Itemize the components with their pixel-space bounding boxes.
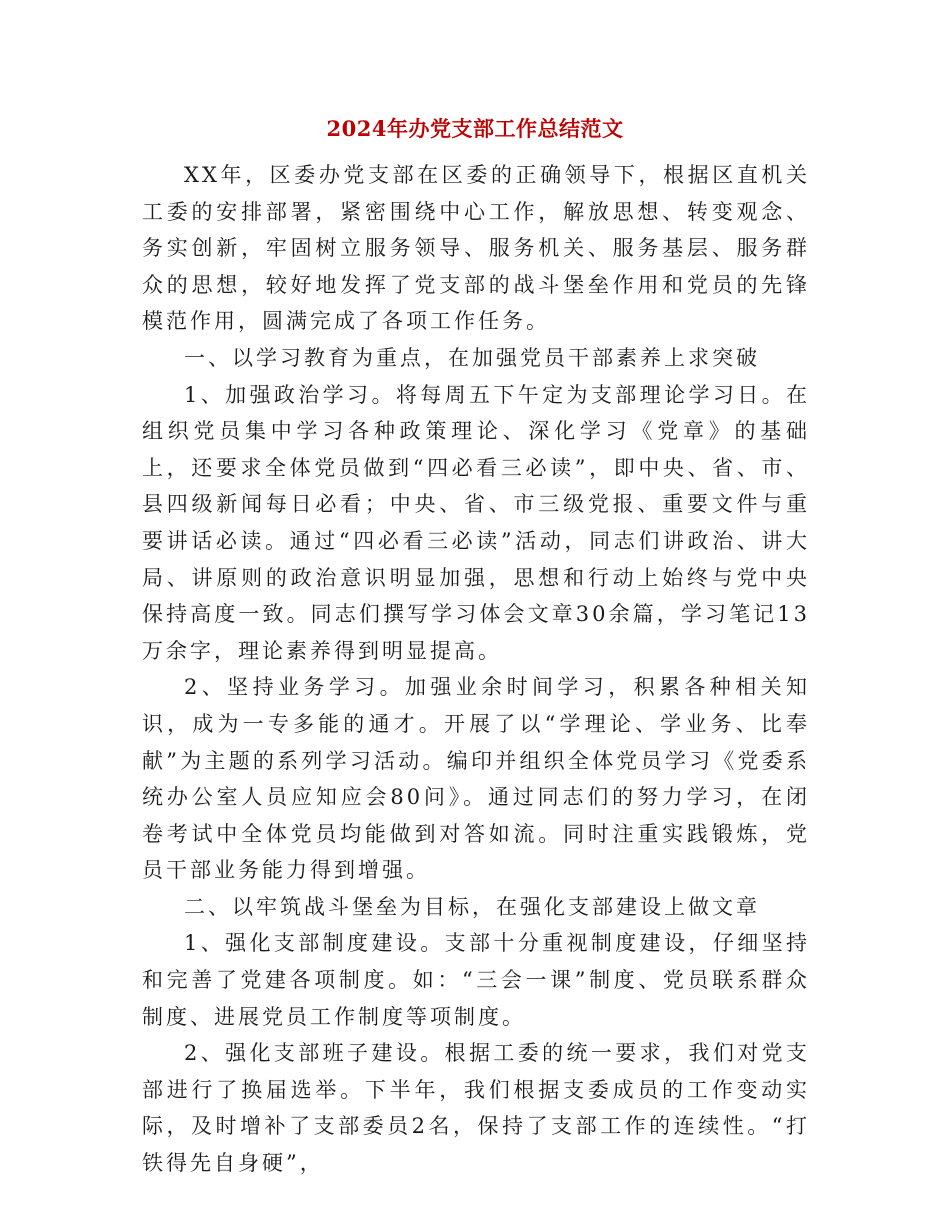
section-heading-2: 二、以牢筑战斗堡垒为目标，在强化支部建设上做文章 [184,894,760,919]
paragraph-2-1: 1、强化支部制度建设。支部十分重视制度建设，仔细坚持和完善了党建各项制度。如：“三会一课”制度、党员联系群众制度、进展党员工作制度等项制度。 [142,931,810,1029]
paragraph-2-2: 2、强化支部班子建设。根据工委的统一要求，我们对党支部进行了换届选举。下半年，我们根据支委成员的工作变动实际，及时增补了支部委员2名，保持了支部工作的连续性。“打铁得先自身硬”， [142,1041,810,1176]
document-body [142,157,810,1182]
paragraph-1-2: 2、坚持业务学习。加强业余时间学习，积累各种相关知识，成为一专多能的通才。开展了以“学理论、学业务、比奉献”为主题的系列学习活动。编印并组织全体党员学习《党委系统办公室人员应知应会80问》。通过同志们的努力学习，在闭卷考试中全体党员均能做到对答如流。同时注重实践锻炼，党员干部业务能力得到增强。 [142,675,810,883]
paragraph-intro: XX年，区委办党支部在区委的正确领导下，根据区直机关工委的安排部署，紧密围绕中心工作，解放思想、转变观念、务实创新，牢固树立服务领导、服务机关、服务基层、服务群众的思想，较好地发挥了党支部的战斗堡垒作用和党员的先锋模范作用，圆满完成了各项工作任务。 [142,163,810,334]
section-heading-1: 一、以学习教育为重点，在加强党员干部素养上求突破 [184,345,760,370]
paragraph-1-1: 1、加强政治学习。将每周五下午定为支部理论学习日。在组织党员集中学习各种政策理论、深化学习《党章》的基础上，还要求全体党员做到“四必看三必读”，即中央、省、市、县四级新闻每日必看；中央、省、市三级党报、重要文件与重要讲话必读。通过“四必看三必读”活动，同志们讲政治、讲大局、讲原则的政治意识明显加强，思想和行动上始终与党中央保持高度一致。同志们撰写学习体会文章30余篇，学习笔记13万余字，理论素养得到明显提高。 [142,382,810,663]
document-title: 2024年办党支部工作总结范文 [326,116,624,141]
